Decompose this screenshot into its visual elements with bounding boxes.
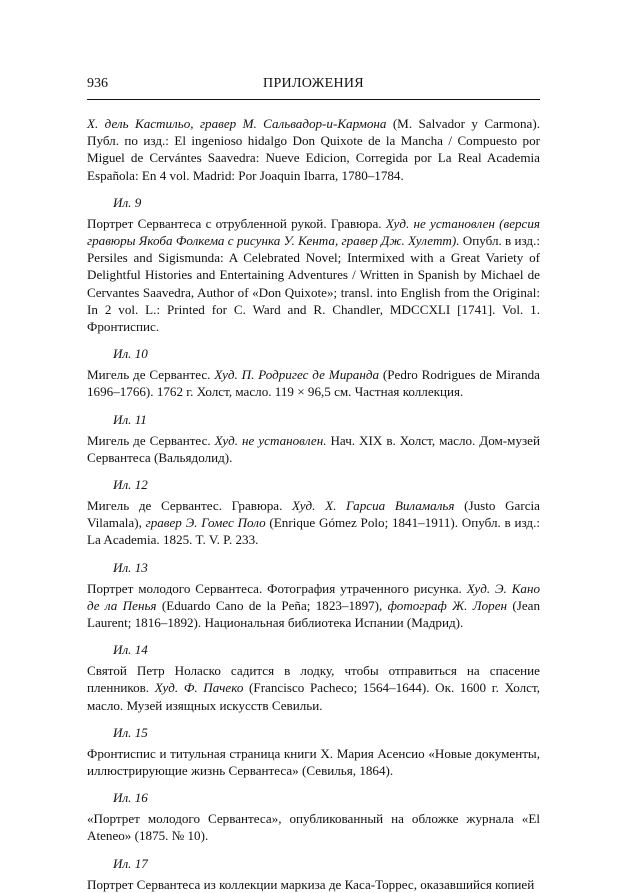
italic-text-run: гравер Э. Гомес Поло <box>145 515 266 531</box>
page-number: 936 <box>87 76 108 91</box>
text-run: Нач. XIX в. Холст, масло. Дом-музей Сервантеса (Вальядолид). <box>87 432 540 465</box>
text-run: (Francisco Pacheco; 1564–1644). Ок. 1600 г. Холст, масло. Музей изящных искусств Севильи. <box>87 680 540 713</box>
illustration-label: Ил. 9 <box>113 194 142 210</box>
text-run: Мигель де Сервантес. <box>87 432 215 448</box>
text-run: Опубл. в изд.: Persiles and Sigismunda: A Celebrated Novel; Intermixed with a Great Variety of Delightful Histories and Entertaining Adventures / Written in Spanish by Michael de Cervantes Saavedra, Author of «Don Quixote»; transl. into English from the Original: In 2 vol. L.: Printed for C. Ward and R. Chandler, MDCCXLI [1741]. Vol. 1. Фронтиспис. <box>87 233 541 335</box>
text-run: Мигель де Сервантес. <box>87 367 215 383</box>
text-run: Фронтиспис и титульная страница книги Х. Мария Асенсио «Новые документы, иллюстрирующие жизнь Сервантеса» (Севилья, 1864). <box>87 745 540 779</box>
illustration-description <box>87 215 540 335</box>
text-run: Портрет Сервантеса с отрубленной рукой. Гравюра. <box>87 215 386 231</box>
illustration-description <box>87 876 540 893</box>
text-run: (M. Salvador y Carmona). Публ. по изд.: El ingenioso hidalgo Don Quixote de la Mancha / Compuesto por Miguel de Cervántes Saavedra: Nueve Edicion, Corregida por La Real Academia Española: En 4 vol. Madrid: Por Joaquin Ibarra, 1780–1784. <box>87 116 541 183</box>
text-run: (Justo Garcia Vilamala), <box>87 498 540 531</box>
text-run: «Портрет молодого Сервантеса», опубликованный на обложке журнала «El Ateneo» (1875. № 10). <box>87 811 540 844</box>
page-header <box>87 76 540 96</box>
illustration-description <box>87 745 540 779</box>
italic-text-run: Худ. не установлен. <box>214 432 327 448</box>
text-run: Мигель де Сервантес. Гравюра. <box>87 498 293 514</box>
italic-text-run: Худ. Х. Гарсиа Виламалья <box>292 498 455 514</box>
illustration-description <box>87 497 540 549</box>
illustration-description <box>87 580 540 632</box>
illustration-label: Ил. 11 <box>113 411 147 427</box>
italic-text-run: Худ. Ф. Пачеко <box>154 680 244 696</box>
illustration-label: Ил. 15 <box>113 724 148 740</box>
illustration-description <box>87 810 540 844</box>
illustration-label: Ил. 13 <box>113 559 148 575</box>
page-content <box>87 115 540 893</box>
text-run: (Enrique Gómez Polo; 1841–1911). Опубл. в изд.: La Academia. 1825. T. V. P. 233. <box>87 515 540 548</box>
illustration-label: Ил. 16 <box>113 790 148 806</box>
illustration-description <box>87 366 540 400</box>
italic-text-run: Худ. П. Родригес де Миранда <box>214 367 379 383</box>
running-head: ПРИЛОЖЕНИЯ <box>263 76 364 91</box>
illustration-description <box>87 432 540 466</box>
text-run: (Pedro Rodrigues de Miranda 1696–1766). 1762 г. Холст, масло. 119 × 96,5 см. Частная коллекция. <box>87 367 540 400</box>
italic-text-run: Худ. не установлен (версия гравюры Якоба Фолкема с рисунка У. Кента, гравер Дж. Хулетт). <box>87 215 540 249</box>
illustration-label: Ил. 12 <box>113 477 148 493</box>
italic-text-run: Худ. Э. Кано де ла Пенья <box>87 580 540 613</box>
text-run: (Eduardo Cano de la Peña; 1823–1897), <box>156 597 388 613</box>
text-run: (Jean Laurent; 1816–1892). Национальная библиотека Испании (Мадрид). <box>87 597 540 631</box>
illustration-label: Ил. 10 <box>113 346 148 362</box>
header-rule <box>87 99 540 100</box>
intro-paragraph <box>87 115 540 184</box>
illustration-label: Ил. 14 <box>113 642 148 658</box>
text-run: Портрет Сервантеса из коллекции маркиза де Каса-Торрес, оказавшийся копией <box>87 876 535 892</box>
text-run: Портрет молодого Сервантеса. Фотография утраченного рисунка. <box>87 580 467 596</box>
illustration-description <box>87 662 540 714</box>
text-run: Святой Петр Ноласко садится в лодку, чтобы отправиться на спасение пленников. <box>87 663 540 696</box>
illustration-label: Ил. 17 <box>113 855 148 871</box>
italic-text-run: фотограф Ж. Лорен <box>387 597 508 613</box>
italic-text-run: Х. дель Кастильо, гравер М. Сальвадор-и-Кармона <box>87 116 387 131</box>
